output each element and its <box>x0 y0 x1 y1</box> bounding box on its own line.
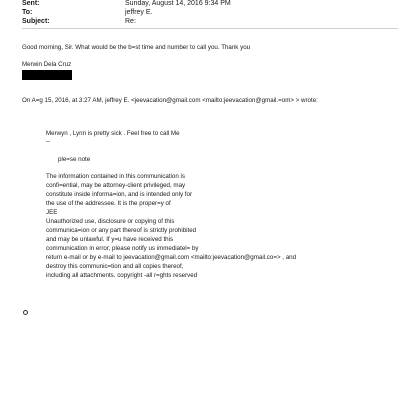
sender-signature: Merwin Dela Cruz <box>22 61 72 68</box>
header-divider <box>22 28 398 29</box>
sent-label: Sent: <box>22 0 40 7</box>
to-value: jeffrey E. <box>125 9 153 16</box>
disclaimer-line: Unauthorized use, disclosure or copying of this <box>46 218 175 225</box>
to-label: To: <box>22 9 33 16</box>
disclaimer-line: the use of the addressee. It is the proper=y of <box>46 200 171 207</box>
sent-value: Sunday, August 14, 2016 9:34 PM <box>125 0 231 7</box>
disclaimer-line: The information contained in this communication is <box>46 173 185 180</box>
subject-label: Subject: <box>22 18 50 25</box>
reply-body: Good morning, Sir. What would be the b=st time and number to call you. Thank you <box>22 44 251 51</box>
disclaimer-line: JEE <box>46 209 58 216</box>
quote-attribution: On A=g 15, 2016, at 3:27 AM, jeffrey E. <jeevacation@gmail.com <mailto:jeevacation@gmail.=om> > wrote: <box>22 97 318 104</box>
disclaimer-line: communication in error, please notify us immediatel= by <box>46 245 199 252</box>
disclaimer-line: return e-mail or by e-mail to jeevacation@gmail.com <mailto:jeevacation@gmail.co=> , and <box>46 254 297 261</box>
disclaimer-line: constitute inside informa=ion, and is intended only for <box>46 191 193 198</box>
bullet-circle-icon <box>23 310 28 315</box>
redaction-block <box>22 70 72 80</box>
subject-value: Re: <box>125 18 136 25</box>
disclaimer-line: confi=ential, may be attorney-client privileged, may <box>46 182 186 189</box>
disclaimer-line: communica=ion or any part thereof is strictly prohibited <box>46 227 197 234</box>
disclaimer-line: and may be unlawful. If y=u have received this <box>46 236 174 243</box>
quoted-note: ple=se note <box>58 156 91 163</box>
quoted-message: Merwyn , Lynn is pretty sick . Feel free to call Me <box>46 130 180 137</box>
disclaimer-line: destroy this communic=tion and all copies thereof, <box>46 263 184 270</box>
disclaimer-line: including all attachments. copyright -all r=ghts reserved <box>46 272 198 279</box>
quoted-signoff: -- <box>46 138 51 145</box>
